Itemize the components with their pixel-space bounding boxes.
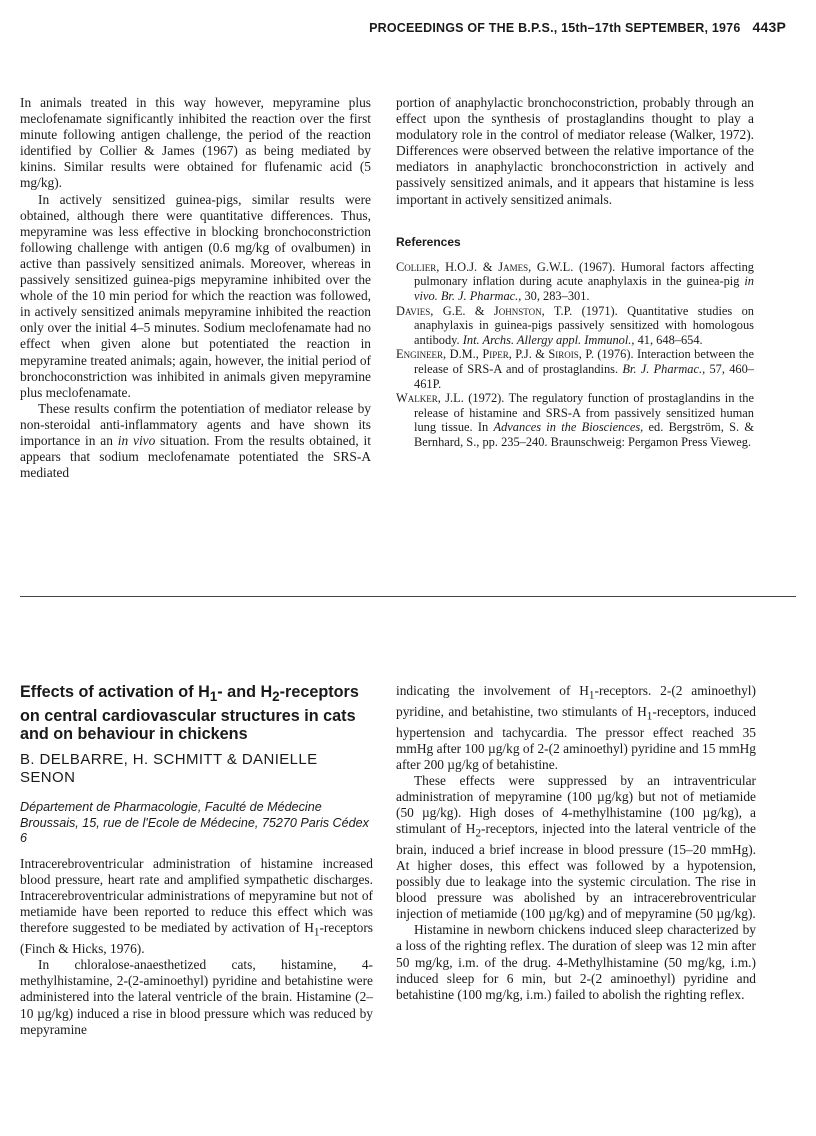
text-run: -receptors (Finch & Hicks, 1976).	[20, 920, 373, 957]
column-bottom-left	[20, 683, 373, 1038]
italic-term: in vivo	[117, 432, 156, 448]
text-run: These effects were suppressed by an intraventricular administration of mepyramine (100 µg/kg) but not of metiamide (50 µg/kg). High doses of 4-methylhistamine (100 µg/kg), a stimulant of H	[396, 772, 756, 837]
text-run: situation. From the results obtained, it appears that sodium meclofenamate potentiated the SRS-A mediated	[20, 432, 371, 481]
paragraph	[20, 856, 373, 957]
title-run: -receptors on central cardiovascular structures in cats and on behaviour in chickens	[20, 683, 359, 744]
text-run: These results confirm the potentiation of mediator release by non-steroidal anti-inflammatory agents and have shown its importance in an	[20, 400, 371, 448]
subscript: 1	[588, 689, 595, 702]
section-divider	[20, 596, 796, 597]
paragraph: portion of anaphylactic bronchoconstriction, probably through an effect upon the synthesis of prostaglandins thought to play a modulatory role in the control of mediator release (Walker, 1972). Differences were observed between the relative importance of the mediators in anaphylactic bronchoconstriction in actively and passively sensitized animals, and it appears that histamine is less important in actively sensitized animals.	[396, 95, 754, 207]
title-subscript: 1	[209, 689, 218, 705]
paragraph: In actively sensitized guinea-pigs, similar results were obtained, although there were quantitative differences. Thus, mepyramine was less effective in blocking bronchoconstriction following challenge with antigen (0.6 mg/kg of ovalbumen) in active than passively sensitized animals. Moreover, whereas in passively sensitized guinea-pigs mepyramine inhibited over the whole of the 10 min period for which the reaction was followed, in actively sensitized animals mepyramine inhibited the reaction only over the initial 4–5 minutes. Sodium meclofenamate had no effect when given alone but potentiated the reaction in mepyramine treated animals; again, however, the initial period of bronchoconstriction was inhibited in animals given mepyramine plus meclofenamate.	[20, 191, 371, 400]
reference-text: (1971). Quantitative studies on anaphylaxis in guinea-pigs passively sensitized with homologous antibody.	[414, 303, 754, 347]
text-run: -receptors, induced hypertension and tachycardia. The pressor effect reached 35 mmHg after 100 µg/kg of 2-(2 aminoethyl) pyridine and 15 mmHg after 200 µg/kg of betahistine.	[396, 703, 756, 772]
subscript: 1	[313, 927, 320, 940]
reference-journal: Int. Archs. Allergy appl. Immunol.,	[462, 332, 635, 347]
paragraph	[396, 683, 756, 773]
paragraph: In animals treated in this way however, mepyramine plus meclofenamate significantly inhibited the reaction over the first minute following antigen challenge, the period of the reaction identified by Collier & James (1967) as being mediated by kinins. Similar results were obtained for flufenamic acid (5 mg/kg).	[20, 95, 371, 191]
reference-authors: Davies, G.E. & Johnston, T.P.	[396, 303, 573, 318]
column-top-right	[396, 95, 754, 449]
title-subscript: 2	[272, 689, 280, 705]
reference-text: (1972). The regulatory function of prostaglandins in the release of histamine and SRS-A from passively sensitized human lung tissue. In	[414, 391, 754, 435]
reference-journal: Br. J. Pharmac.,	[622, 361, 706, 376]
subscript: 2	[475, 827, 482, 840]
reference-entry	[396, 260, 754, 304]
text-run: Intracerebroventricular administration of histamine increased blood pressure, heart rate and amplified sympathetic discharges. Intracerebroventricular administrations of mepyramine but not of metiamide have been reported to reduce this effect which was therefore suggested to be mediated by activation of H	[20, 856, 373, 936]
reference-journal: in vivo. Br. J. Pharmac.,	[414, 274, 754, 303]
article-affiliation: Département de Pharmacologie, Faculté de Médecine Broussais, 15, rue de l'Ecole de Médecine, 75270 Paris Cédex 6	[20, 800, 369, 845]
article-authors: B. DELBARRE, H. SCHMITT & DANIELLE SENON	[20, 751, 318, 787]
reference-tail: 57, 460–461P.	[414, 361, 755, 391]
page-number: 443P	[752, 19, 786, 35]
reference-text: (1967). Humoral factors affecting pulmonary inflation during acute anaphylaxis in the guinea-pig	[414, 259, 754, 289]
reference-tail: 30, 283–301.	[521, 288, 590, 303]
journal-name: PROCEEDINGS OF THE B.P.S., 15th–17th SEPTEMBER, 1976	[369, 21, 741, 35]
reference-journal: Advances in the Biosciences,	[493, 420, 644, 435]
reference-authors: Engineer, D.M., Piper, P.J. & Sirois, P.	[396, 347, 594, 362]
references-heading: References	[396, 234, 461, 249]
reference-entry	[396, 347, 754, 391]
paragraph: In chloralose-anaesthetized cats, histamine, 4-methylhistamine, 2-(2-aminoethyl) pyridine and betahistine were administered into the lateral ventricle of the brain. Histamine (2–10 µg/kg) induced a rise in blood pressure which was reduced by mepyramine	[20, 957, 373, 1037]
reference-tail: ed. Bergström, S. & Bernhard, S., pp. 235–240. Braunschweig: Pergamon Press Vieweg.	[414, 420, 754, 449]
running-header	[369, 19, 786, 35]
reference-entry	[396, 304, 754, 348]
reference-authors: Collier, H.O.J. & James, G.W.L.	[396, 259, 574, 274]
text-run: -receptors, injected into the lateral ventricle of the brain, induced a brief increase in blood pressure (15–20 mmHg). At higher doses, this effect was followed by a hypotension, possibly due to leakage into the systemic circulation. The rise in blood pressure was abolished by an intracerebroventricular injection of metiamide (100 µg/kg) and of mepyramine (50 µg/kg).	[396, 821, 756, 922]
reference-tail: 41, 648–654.	[634, 332, 703, 347]
article-title	[20, 683, 373, 743]
column-bottom-right	[396, 683, 756, 1003]
title-run: Effects of activation of H	[20, 683, 210, 701]
text-run: indicating the involvement of H	[396, 683, 589, 698]
paragraph	[20, 401, 371, 481]
paragraph: Histamine in newborn chickens induced sleep characterized by a loss of the righting reflex. The duration of sleep was 12 min after 50 mg/kg, i.m. of the drug. 4-Methylhistamine (50 mg/kg, i.m.) induced sleep for 6 min, but 2-(2 aminoethyl) pyridine and betahistine (100 mg/kg, i.m.) failed to abolish the righting reflex.	[396, 922, 756, 1002]
reference-text: (1976). Interaction between the release of SRS-A and of prostaglandins.	[414, 347, 755, 376]
title-run: - and H	[217, 683, 273, 701]
text-run: -receptors. 2-(2 aminoethyl) pyridine, and betahistine, two stimulants of H	[396, 683, 756, 719]
reference-authors: Walker, J.L.	[396, 391, 464, 406]
column-top-left	[20, 95, 371, 481]
paragraph	[396, 773, 756, 923]
subscript: 1	[646, 710, 653, 723]
reference-entry	[396, 391, 754, 449]
